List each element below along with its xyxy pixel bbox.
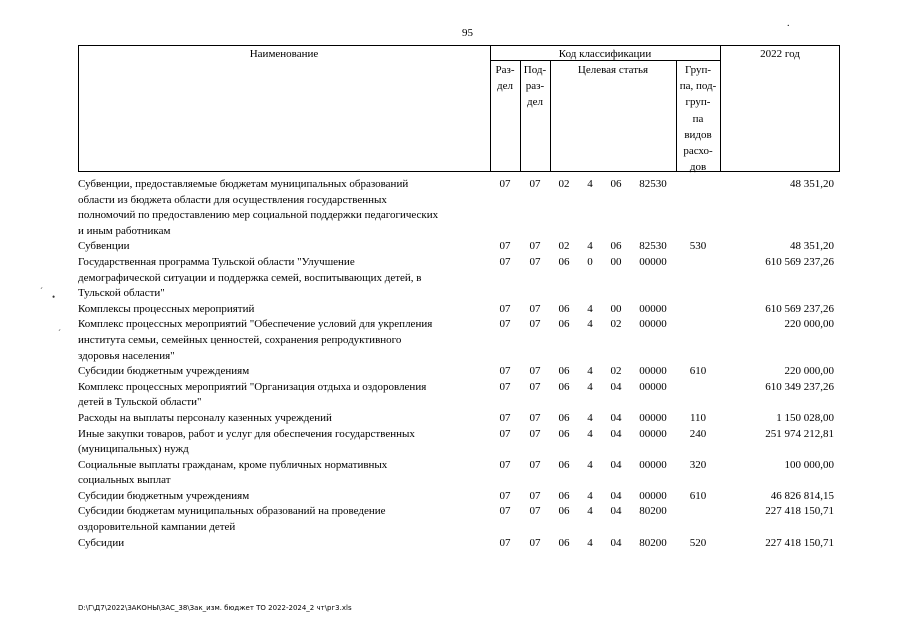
cell-event: 02 <box>610 365 622 378</box>
stray-dot: . <box>787 18 790 29</box>
cell-expense-type <box>676 177 720 239</box>
table-row <box>78 536 840 552</box>
cell-name-line: полномочий по предоставлению мер социальной поддержки педагогических <box>78 209 439 222</box>
cell-name-line: Расходы на выплаты персоналу казенных учреждений <box>78 411 332 424</box>
cell-name-line: Субсидии бюджетным учреждениям <box>78 365 250 378</box>
cell-name <box>78 380 490 411</box>
cell-subprogram: 4 <box>587 536 593 549</box>
cell-subprogram: 4 <box>587 427 593 440</box>
cell-subprogram: 4 <box>587 411 593 424</box>
cell-amount: 48 351,20 <box>790 178 834 190</box>
cell-podrazdel: 07 <box>529 302 541 315</box>
cell-expense-type: 520 <box>689 536 707 549</box>
cell-name <box>78 411 490 427</box>
cell-name-line: здоровья населения" <box>78 349 175 362</box>
cell-amount: 46 826 814,15 <box>770 489 834 502</box>
cell-direction: 00000 <box>639 489 667 502</box>
cell-name-line: Субвенции, предоставляемые бюджетам муниципальных образований <box>78 178 409 190</box>
cell-subprogram: 4 <box>587 318 593 331</box>
cell-name <box>78 458 490 489</box>
cell-podrazdel: 07 <box>529 489 541 502</box>
cell-program: 06 <box>558 458 570 471</box>
cell-direction: 00000 <box>639 411 667 424</box>
cell-subprogram: 4 <box>587 505 593 518</box>
cell-program: 02 <box>558 178 570 190</box>
cell-direction: 00000 <box>639 427 667 440</box>
cell-event: 04 <box>610 380 622 393</box>
cell-name-line: Субсидии бюджетным учреждениям <box>78 489 250 502</box>
cell-event: 02 <box>610 318 622 331</box>
margin-mark: ´ <box>40 286 43 296</box>
cell-subprogram: 4 <box>587 458 593 471</box>
table-header <box>78 45 840 172</box>
cell-razdel: 07 <box>499 380 511 393</box>
cell-subprogram: 4 <box>587 365 593 378</box>
cell-razdel: 07 <box>499 411 511 424</box>
cell-program: 06 <box>558 505 570 518</box>
cell-amount: 48 351,20 <box>790 240 834 253</box>
cell-expense-type <box>676 380 720 411</box>
cell-program: 06 <box>558 380 570 393</box>
cell-razdel: 07 <box>499 489 511 502</box>
cell-amount: 220 000,00 <box>784 365 834 378</box>
cell-event: 00 <box>610 302 622 315</box>
header-celevaya: Целевая статья <box>577 64 649 76</box>
cell-podrazdel: 07 <box>529 240 541 253</box>
cell-name-line: Субвенции <box>78 240 130 253</box>
cell-razdel: 07 <box>499 365 511 378</box>
margin-mark: • <box>52 292 56 302</box>
cell-name <box>78 239 490 255</box>
cell-name-line: области из бюджета области для осуществления государственных <box>78 193 387 206</box>
cell-expense-type <box>676 302 720 318</box>
table-row <box>78 255 840 302</box>
cell-podrazdel: 07 <box>529 380 541 393</box>
cell-amount: 227 418 150,71 <box>765 505 834 518</box>
cell-expense-type: 110 <box>689 411 707 424</box>
cell-direction: 00000 <box>639 365 667 378</box>
cell-direction: 82530 <box>639 178 667 190</box>
cell-event: 00 <box>610 255 622 268</box>
cell-podrazdel: 07 <box>529 536 541 549</box>
cell-direction: 00000 <box>639 380 667 393</box>
page-number: 95 <box>462 27 473 39</box>
cell-razdel: 07 <box>499 536 511 549</box>
cell-podrazdel: 07 <box>529 318 541 331</box>
table-row <box>78 302 840 318</box>
header-gruppa: Груп- па, под- груп- па видов расхо- дов <box>679 64 717 174</box>
header-podrazdel: Под- раз- дел <box>523 64 547 109</box>
cell-amount: 1 150 028,00 <box>776 411 834 424</box>
cell-razdel: 07 <box>499 178 511 190</box>
cell-name <box>78 536 490 552</box>
margin-mark: ´ <box>58 328 61 338</box>
cell-expense-type <box>676 317 720 364</box>
cell-program: 06 <box>558 427 570 440</box>
cell-name <box>78 364 490 380</box>
cell-razdel: 07 <box>499 318 511 331</box>
cell-amount: 610 569 237,26 <box>765 255 834 268</box>
cell-name-line: Социальные выплаты гражданам, кроме публичных нормативных <box>78 458 388 471</box>
cell-name-line: и иным работникам <box>78 224 171 237</box>
cell-direction: 82530 <box>639 240 667 253</box>
cell-program: 06 <box>558 365 570 378</box>
cell-podrazdel: 07 <box>529 255 541 268</box>
cell-subprogram: 4 <box>587 302 593 315</box>
cell-name-line: Иные закупки товаров, работ и услуг для обеспечения государственных <box>78 427 415 440</box>
cell-subprogram: 4 <box>587 380 593 393</box>
cell-razdel: 07 <box>499 255 511 268</box>
cell-expense-type: 320 <box>689 458 707 471</box>
cell-razdel: 07 <box>499 302 511 315</box>
cell-amount: 610 349 237,26 <box>765 380 834 393</box>
cell-name-line: Комплекс процессных мероприятий "Обеспечение условий для укрепления <box>78 318 433 331</box>
cell-program: 02 <box>558 240 570 253</box>
cell-amount: 100 000,00 <box>784 458 834 471</box>
cell-name <box>78 427 490 458</box>
cell-name-line: детей в Тульской области" <box>78 396 202 409</box>
cell-name <box>78 317 490 364</box>
cell-expense-type: 610 <box>689 365 707 378</box>
budget-table <box>78 177 840 551</box>
cell-expense-type <box>676 504 720 535</box>
table-row <box>78 427 840 458</box>
cell-name <box>78 177 490 239</box>
cell-expense-type <box>676 255 720 302</box>
cell-name-line: Государственная программа Тульской области "Улучшение <box>78 255 355 268</box>
cell-amount: 251 974 212,81 <box>765 427 834 440</box>
cell-event: 04 <box>610 427 622 440</box>
cell-razdel: 07 <box>499 427 511 440</box>
table-row <box>78 364 840 380</box>
cell-razdel: 07 <box>499 505 511 518</box>
cell-direction: 80200 <box>639 505 667 518</box>
cell-event: 04 <box>610 536 622 549</box>
table-row <box>78 177 840 239</box>
cell-amount: 220 000,00 <box>784 318 834 331</box>
cell-podrazdel: 07 <box>529 427 541 440</box>
cell-name <box>78 489 490 505</box>
cell-razdel: 07 <box>499 240 511 253</box>
file-path: D:\Г\Д7\2022\ЗАКОНЫ\ЗАС_38\Зак_изм. бюджет ТО 2022-2024_2 чт\рг3.xls <box>78 604 352 612</box>
cell-name-line: Тульской области" <box>78 287 165 300</box>
cell-name <box>78 302 490 318</box>
cell-event: 04 <box>610 489 622 502</box>
cell-name-line: института семьи, семейных ценностей, сохранения репродуктивного <box>78 333 402 346</box>
cell-subprogram: 4 <box>587 240 593 253</box>
cell-program: 06 <box>558 411 570 424</box>
cell-event: 04 <box>610 505 622 518</box>
cell-name-line: (муниципальных) нужд <box>78 443 189 456</box>
cell-subprogram: 0 <box>587 255 593 268</box>
cell-name-line: демографической ситуации и поддержка семей, воспитывающих детей, в <box>78 271 422 284</box>
cell-direction: 00000 <box>639 318 667 331</box>
cell-direction: 00000 <box>639 255 667 268</box>
cell-program: 06 <box>558 318 570 331</box>
table-row <box>78 458 840 489</box>
table-row <box>78 489 840 505</box>
cell-event: 06 <box>610 178 622 190</box>
cell-podrazdel: 07 <box>529 365 541 378</box>
cell-podrazdel: 07 <box>529 411 541 424</box>
header-year: 2022 год <box>760 48 800 60</box>
cell-event: 06 <box>610 240 622 253</box>
cell-name-line: оздоровительной кампании детей <box>78 521 236 534</box>
table-body <box>78 177 840 551</box>
cell-subprogram: 4 <box>587 489 593 502</box>
cell-podrazdel: 07 <box>529 178 541 190</box>
table-row <box>78 239 840 255</box>
header-name: Наименование <box>249 48 319 60</box>
cell-podrazdel: 07 <box>529 458 541 471</box>
cell-expense-type: 240 <box>689 427 707 440</box>
cell-name-line: Комплексы процессных мероприятий <box>78 302 255 315</box>
header-code: Код классификации <box>558 48 652 60</box>
cell-subprogram: 4 <box>587 178 593 190</box>
table-row <box>78 317 840 364</box>
cell-direction: 00000 <box>639 302 667 315</box>
table-row <box>78 411 840 427</box>
cell-name-line: социальных выплат <box>78 474 171 487</box>
cell-event: 04 <box>610 458 622 471</box>
cell-name <box>78 504 490 535</box>
header-razdel: Раз- дел <box>495 64 515 93</box>
cell-expense-type: 530 <box>689 240 707 253</box>
cell-name-line: Комплекс процессных мероприятий "Организация отдыха и оздоровления <box>78 380 427 393</box>
cell-name-line: Субсидии <box>78 536 125 549</box>
cell-name <box>78 255 490 302</box>
table-row <box>78 504 840 535</box>
cell-razdel: 07 <box>499 458 511 471</box>
cell-program: 06 <box>558 255 570 268</box>
cell-podrazdel: 07 <box>529 505 541 518</box>
cell-amount: 227 418 150,71 <box>765 536 834 549</box>
cell-direction: 00000 <box>639 458 667 471</box>
cell-name-line: Субсидии бюджетам муниципальных образований на проведение <box>78 505 386 518</box>
cell-program: 06 <box>558 302 570 315</box>
cell-program: 06 <box>558 536 570 549</box>
cell-direction: 80200 <box>639 536 667 549</box>
cell-program: 06 <box>558 489 570 502</box>
cell-amount: 610 569 237,26 <box>765 302 834 315</box>
cell-event: 04 <box>610 411 622 424</box>
table-row <box>78 380 840 411</box>
cell-expense-type: 610 <box>689 489 707 502</box>
